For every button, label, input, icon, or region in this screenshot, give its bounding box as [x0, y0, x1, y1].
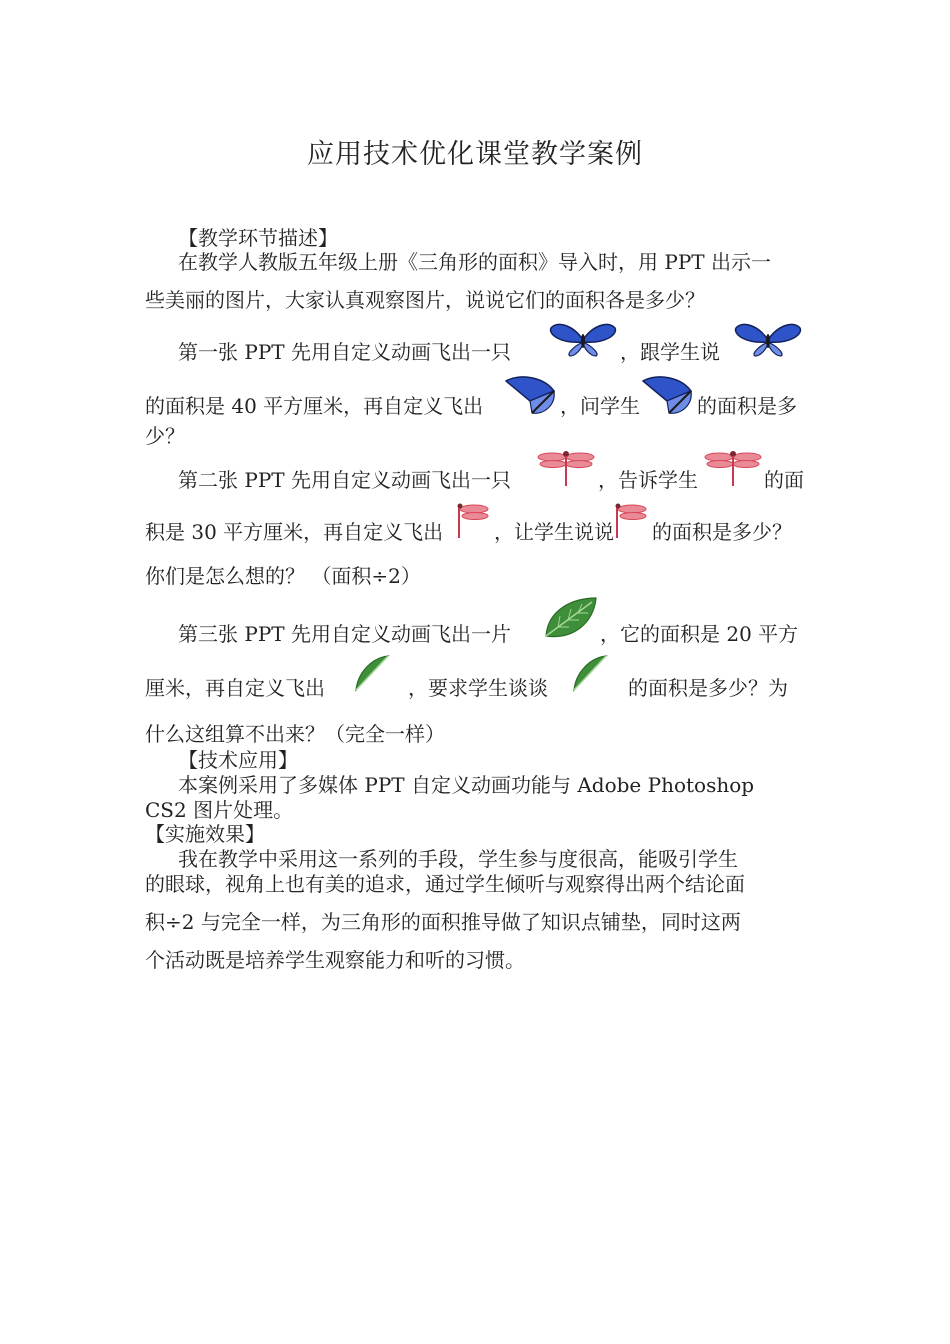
half-dragonfly-icon: [456, 500, 492, 540]
p3-text-b: ，它的面积是 20 平方: [600, 622, 799, 646]
section-header-teaching: 【教学环节描述】: [178, 226, 338, 250]
p1-text-b: ，跟学生说: [620, 340, 720, 364]
intro-line-2: 些美丽的图片，大家认真观察图片，说说它们的面积各是多少？: [145, 288, 705, 312]
effect-line-3: 积÷2 与完全一样，为三角形的面积推导做了知识点铺垫，同时这两: [145, 910, 741, 934]
page-title: 应用技术优化课堂教学案例: [307, 139, 643, 170]
p3-text-f: 什么这组算不出来？（完全一样）: [145, 722, 445, 746]
section-header-tech: 【技术应用】: [178, 748, 298, 772]
half-butterfly-icon: [637, 375, 695, 417]
p2-text-d: 积是 30 平方厘米，再自定义飞出: [145, 520, 444, 544]
p2-text-g: 你们是怎么想的？ （面积÷2）: [145, 564, 421, 588]
p2-text-e: ，让学生说说: [494, 520, 614, 544]
p2-text-a: 第二张 PPT 先用自定义动画飞出一只: [178, 468, 511, 492]
effect-line-4: 个活动既是培养学生观察能力和听的习惯。: [145, 948, 525, 972]
dragonfly-icon: [703, 447, 763, 487]
half-dragonfly-icon: [614, 500, 650, 540]
half-leaf-icon: [572, 654, 608, 692]
p3-text-c: 厘米，再自定义飞出: [145, 676, 325, 700]
p2-text-c: 的面: [764, 468, 804, 492]
p1-text-e: 的面积是多: [697, 394, 797, 418]
p1-text-c: 的面积是 40 平方厘米，再自定义飞出: [145, 394, 484, 418]
leaf-icon: [542, 596, 598, 642]
half-leaf-icon: [354, 654, 390, 692]
butterfly-icon: [548, 322, 618, 358]
butterfly-icon: [733, 322, 803, 358]
section-header-effect: 【实施效果】: [145, 822, 265, 846]
effect-line-2: 的眼球，视角上也有美的追求，通过学生倾听与观察得出两个结论面: [145, 872, 745, 896]
tech-line-2: CS2 图片处理。: [145, 798, 294, 822]
dragonfly-icon: [536, 447, 596, 487]
p3-text-e: 的面积是多少？为: [628, 676, 788, 700]
p2-text-f: 的面积是多少？: [652, 520, 792, 544]
p2-text-b: ，告诉学生: [598, 468, 698, 492]
intro-line-1: 在教学人教版五年级上册《三角形的面积》导入时，用 PPT 出示一: [178, 250, 771, 274]
p1-text-f: 少？: [145, 424, 185, 448]
p3-text-a: 第三张 PPT 先用自定义动画飞出一片: [178, 622, 511, 646]
p1-text-a: 第一张 PPT 先用自定义动画飞出一只: [178, 340, 511, 364]
half-butterfly-icon: [500, 375, 558, 417]
effect-line-1: 我在教学中采用这一系列的手段，学生参与度很高，能吸引学生: [178, 847, 738, 871]
tech-line-1: 本案例采用了多媒体 PPT 自定义动画功能与 Adobe Photoshop: [178, 773, 755, 797]
p3-text-d: ，要求学生谈谈: [408, 676, 548, 700]
p1-text-d: ，问学生: [560, 394, 640, 418]
